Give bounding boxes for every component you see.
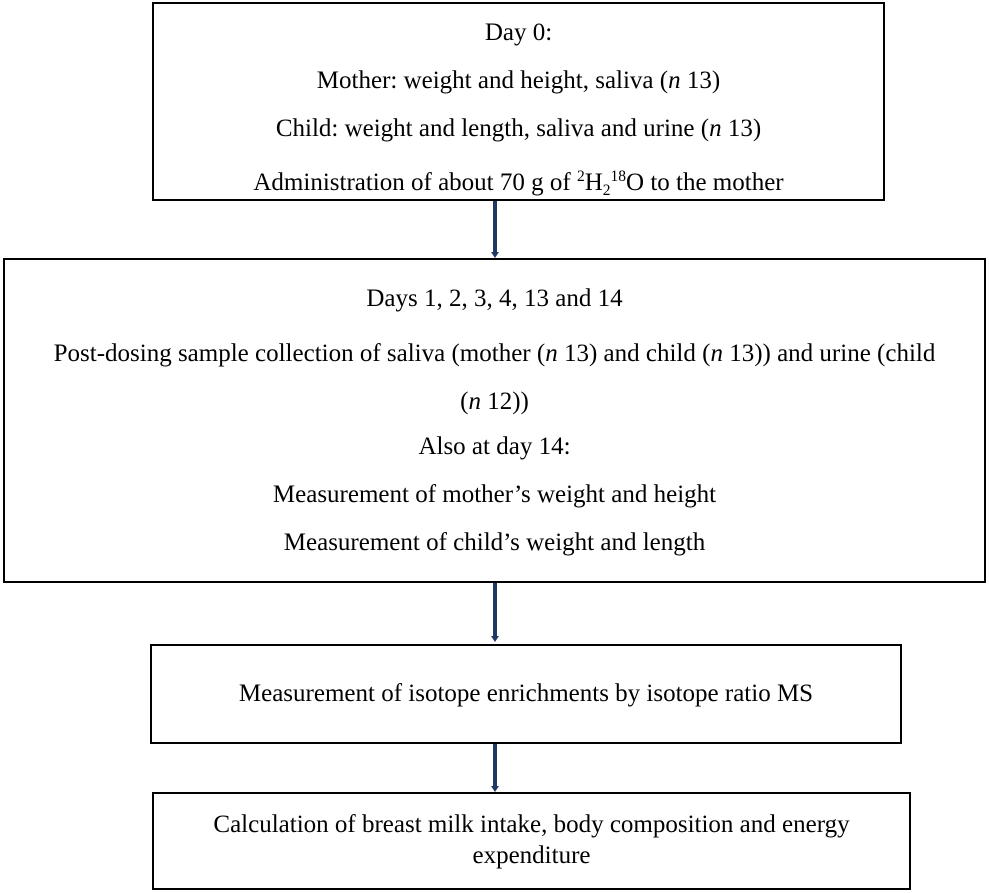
step-line: Measurement of isotope enrichments by isotope ratio MS [238,680,814,707]
connector-arrow-3 [493,744,497,786]
connector-arrow-1 [493,201,497,253]
step-line: Administration of about 70 g of $^2H_2^{18}O$ to the mother [253,168,784,199]
step-line: Child: weight and length, saliva and urine (n 13) [275,115,762,142]
step-line: Calculation of breast milk intake, body composition and energy expenditure [213,811,850,869]
arrowhead-2 [491,636,499,642]
step-line: Post-dosing sample collection of saliva (mother (n 13) and child (n 13)) and urine (child (n 12)) [53,340,936,415]
step-line: Also at day 14: [418,433,571,460]
step-line: Measurement of child’s weight and length [283,529,706,556]
step-line: Measurement of mother’s weight and height [272,481,717,508]
step-line: Days 1, 2, 3, 4, 13 and 14 [366,285,623,312]
step-box-isotope-measurement [150,644,902,744]
connector-arrow-2 [493,583,497,637]
step-box-day-0 [152,2,885,201]
step-box-follow-up-days [3,258,986,583]
step-line: Mother: weight and height, saliva (n 13) [316,67,721,94]
step-line: Day 0: [484,19,553,46]
step-box-calculation [152,792,911,890]
